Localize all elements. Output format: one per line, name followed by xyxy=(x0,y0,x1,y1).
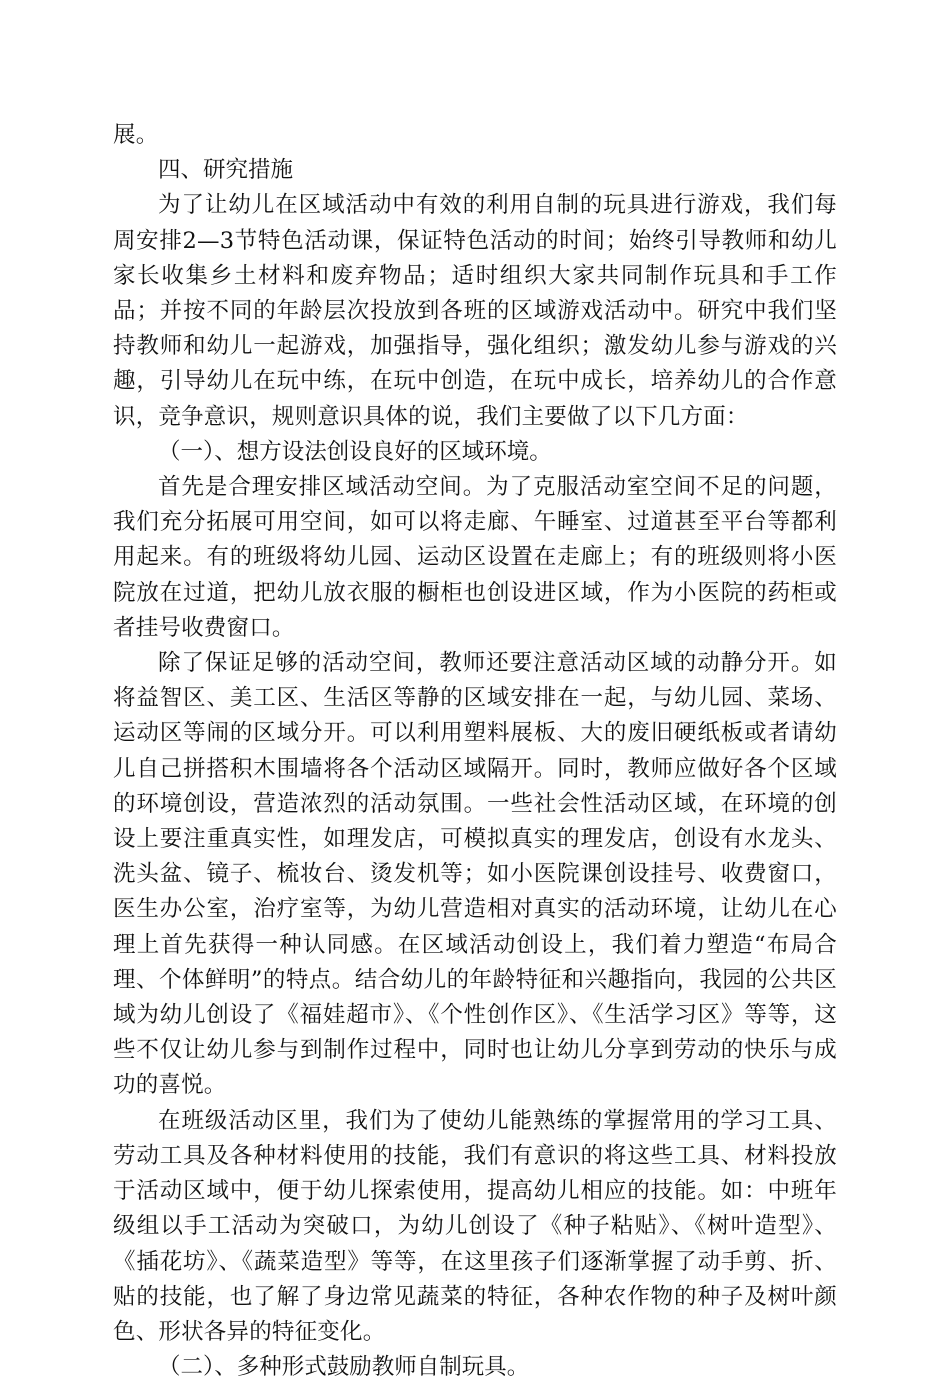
paragraph-intro-measures: 为了让幼儿在区域活动中有效的利用自制的玩具进行游戏，我们每周安排2—3节特色活动课，保证特色活动的时间；始终引导教师和幼儿家长收集乡土材料和废弃物品；适时组织大家共同制作玩具和手工作品；并按不同的年龄层次投放到各班的区域游戏活动中。研究中我们坚持教师和幼儿一起游戏，加强指导，强化组织；激发幼儿参与游戏的兴趣，引导幼儿在玩中练，在玩中创造，在玩中成长，培养幼儿的合作意识，竞争意识，规则意识具体的说，我们主要做了以下几方面： xyxy=(113,192,837,430)
document-body xyxy=(113,118,837,1385)
paragraph-quiet-noisy-zones: 除了保证足够的活动空间，教师还要注意活动区域的动静分开。如将益智区、美工区、生活区等静的区域安排在一起，与幼儿园、菜场、运动区等闹的区域分开。可以利用塑料展板、大的废旧硬纸板或者请幼儿自己拼搭积木围墙将各个活动区域隔开。同时，教师应做好各个区域的环境创设，营造浓烈的活动氛围。一些社会性活动区域，在环境的创设上要注重真实性，如理发店，可模拟真实的理发店，创设有水龙头、洗头盆、镜子、梳妆台、烫发机等；如小医院课创设挂号、收费窗口，医生办公室，治疗室等，为幼儿营造相对真实的活动环境，让幼儿在心理上首先获得一种认同感。在区域活动创设上，我们着力塑造“布局合理、个体鲜明”的特点。结合幼儿的年龄特征和兴趣指向，我园的公共区域为幼儿创设了《福娃超市》、《个性创作区》、《生活学习区》等等，这些不仅让幼儿参与到制作过程中，同时也让幼儿分享到劳动的快乐与成功的喜悦。 xyxy=(113,650,837,1099)
section-heading-research-measures: 四、研究措施 xyxy=(158,157,294,184)
paragraph-class-activity-areas: 在班级活动区里，我们为了使幼儿能熟练的掌握常用的学习工具、劳动工具及各种材料使用的技能，我们有意识的将这些工具、材料投放于活动区域中，便于幼儿探索使用，提高幼儿相应的技能。如：中班年级组以手工活动为突破口，为幼儿创设了《种子粘贴》、《树叶造型》、《插花坊》、《蔬菜造型》等等，在这里孩子们逐渐掌握了动手剪、折、贴的技能，也了解了身边常见蔬菜的特征，各种农作物的种子及树叶颜色、形状各异的特征变化。 xyxy=(113,1107,837,1345)
paragraph-space-arrangement: 首先是合理安排区域活动空间。为了克服活动室空间不足的问题，我们充分拓展可用空间，如可以将走廊、午睡室、过道甚至平台等都利用起来。有的班级将幼儿园、运动区设置在走廊上；有的班级则将小医院放在过道，把幼儿放衣服的橱柜也创设进区域，作为小医院的药柜或者挂号收费窗口。 xyxy=(113,474,837,641)
subheading-area-environment: （一）、想方设法创设良好的区域环境。 xyxy=(158,438,552,465)
subheading-teacher-made-toys: （二）、多种形式鼓励教师自制玩具。 xyxy=(158,1354,530,1381)
paragraph-continuation: 展。 xyxy=(113,122,159,148)
